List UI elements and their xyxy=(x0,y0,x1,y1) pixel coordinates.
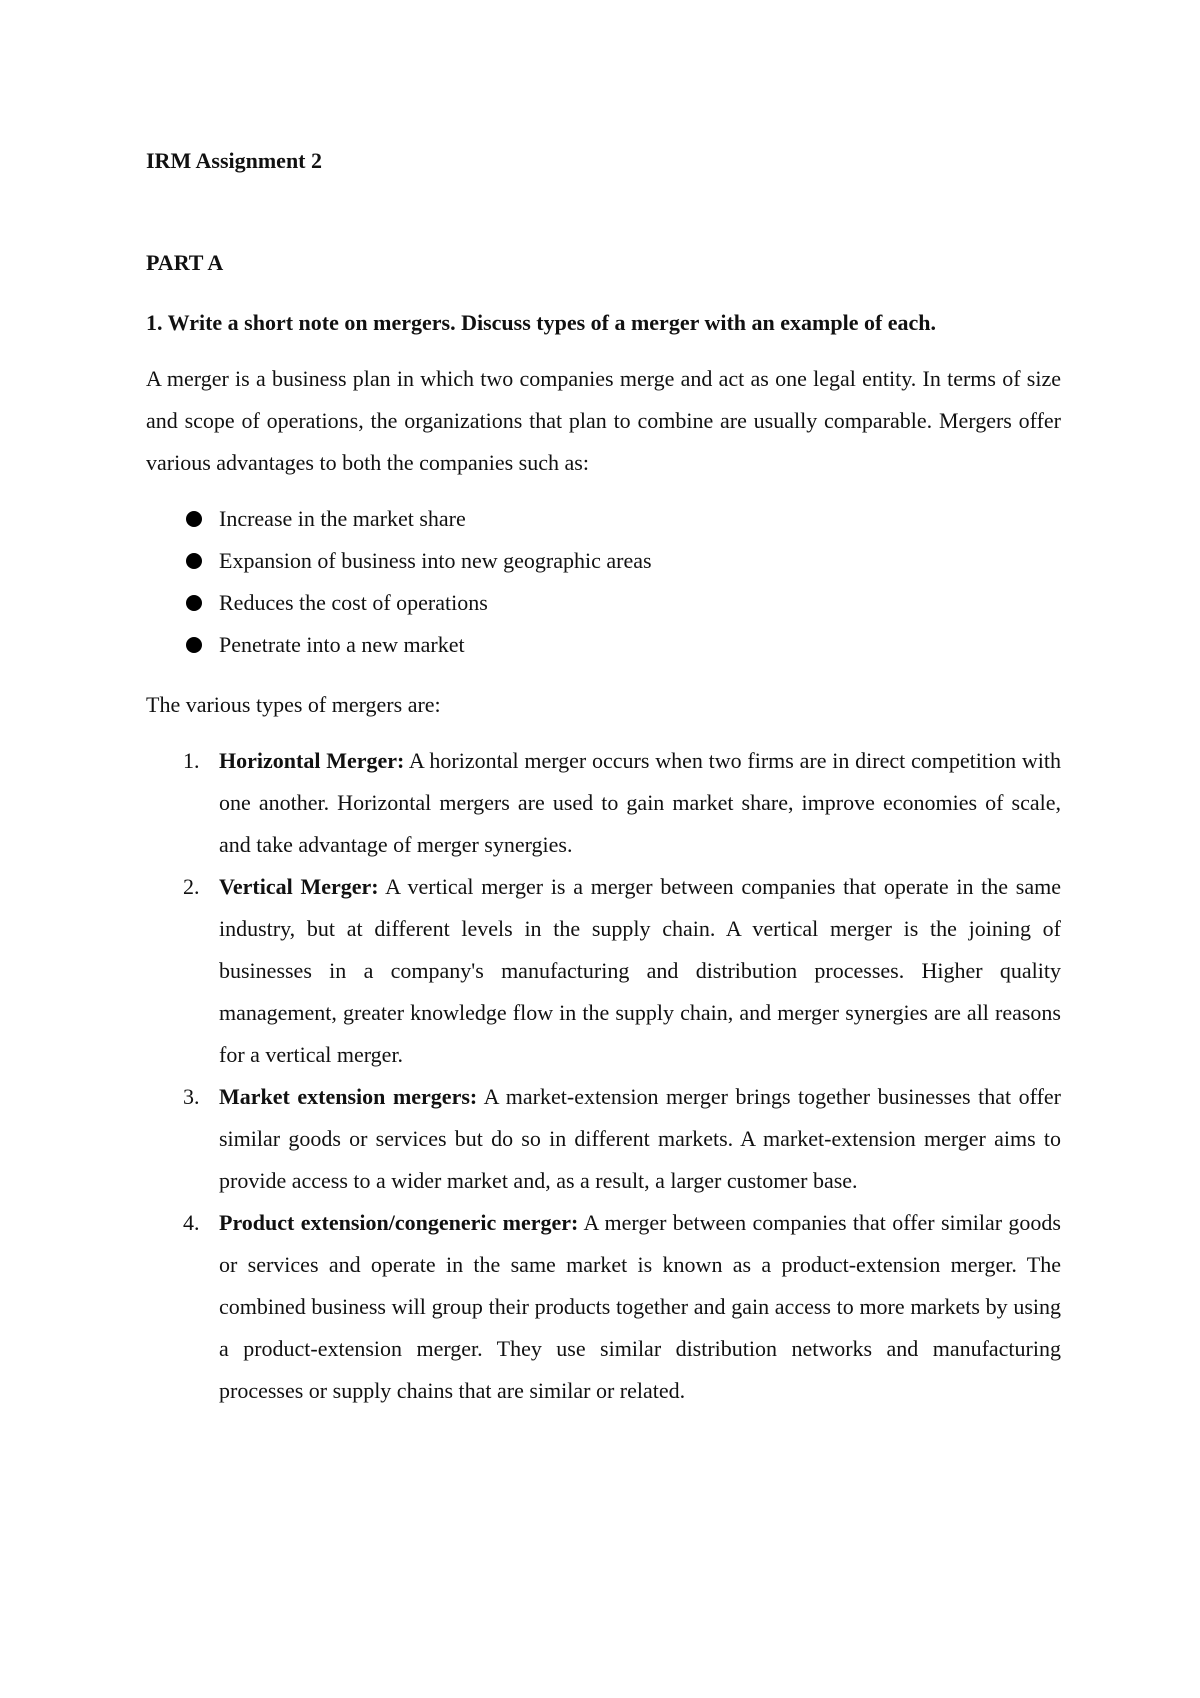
merger-type-term: Vertical Merger: xyxy=(219,874,379,899)
merger-type-term: Market extension mergers: xyxy=(219,1084,478,1109)
merger-type-term: Horizontal Merger: xyxy=(219,748,405,773)
merger-type-item xyxy=(146,866,1061,1076)
types-intro: The various types of mergers are: xyxy=(146,692,441,717)
merger-type-item xyxy=(146,740,1061,866)
bullet-icon xyxy=(186,595,202,611)
document-title: IRM Assignment 2 xyxy=(146,148,323,173)
list-item xyxy=(146,624,1061,666)
advantages-list xyxy=(146,498,1061,666)
document-content xyxy=(146,140,1061,1412)
merger-type-description: A vertical merger is a merger between companies that operate in the same industry, but at different levels in the supply chain. A vertical merger is the joining of businesses in a company's manufacturing and distribution processes. Higher quality management, greater knowledge flow in the supply chain, and merger synergies are all reasons for a vertical merger. xyxy=(219,874,1061,1067)
advantage-text: Penetrate into a new market xyxy=(219,632,465,657)
item-number: 2. xyxy=(183,874,200,899)
item-number: 3. xyxy=(183,1084,200,1109)
item-number: 1. xyxy=(183,748,200,773)
merger-type-term: Product extension/congeneric merger: xyxy=(219,1210,579,1235)
merger-type-description: A merger between companies that offer similar goods or services and operate in the same market is known as a product-extension merger. The combined business will group their products together and gain access to more markets by using a product-extension merger. They use similar distribution networks and manufacturing processes or supply chains that are similar or related. xyxy=(219,1210,1061,1403)
intro-paragraph: A merger is a business plan in which two companies merge and act as one legal entity. In terms of size and scope of operations, the organizations that plan to combine are usually comparable. Mergers offer various advantages to both the companies such as: xyxy=(146,366,1061,475)
bullet-icon xyxy=(186,511,202,527)
item-number: 4. xyxy=(183,1210,200,1235)
advantage-text: Expansion of business into new geographic areas xyxy=(219,548,652,573)
merger-types-list xyxy=(146,740,1061,1412)
advantage-text: Increase in the market share xyxy=(219,506,466,531)
merger-type-description: A market-extension merger brings together businesses that offer similar goods or services but do so in different markets. A market-extension merger aims to provide access to a wider market and, as a result, a larger customer base. xyxy=(219,1084,1061,1193)
bullet-icon xyxy=(186,553,202,569)
advantage-text: Reduces the cost of operations xyxy=(219,590,488,615)
bullet-icon xyxy=(186,637,202,653)
merger-type-item xyxy=(146,1202,1061,1412)
part-heading: PART A xyxy=(146,250,224,275)
question-heading: 1. Write a short note on mergers. Discuss types of a merger with an example of each. xyxy=(146,310,937,335)
list-item xyxy=(146,582,1061,624)
merger-type-description: A horizontal merger occurs when two firms are in direct competition with one another. Horizontal mergers are used to gain market share, improve economies of scale, and take advantage of merger synergies. xyxy=(219,748,1061,857)
list-item xyxy=(146,498,1061,540)
list-item xyxy=(146,540,1061,582)
merger-type-item xyxy=(146,1076,1061,1202)
